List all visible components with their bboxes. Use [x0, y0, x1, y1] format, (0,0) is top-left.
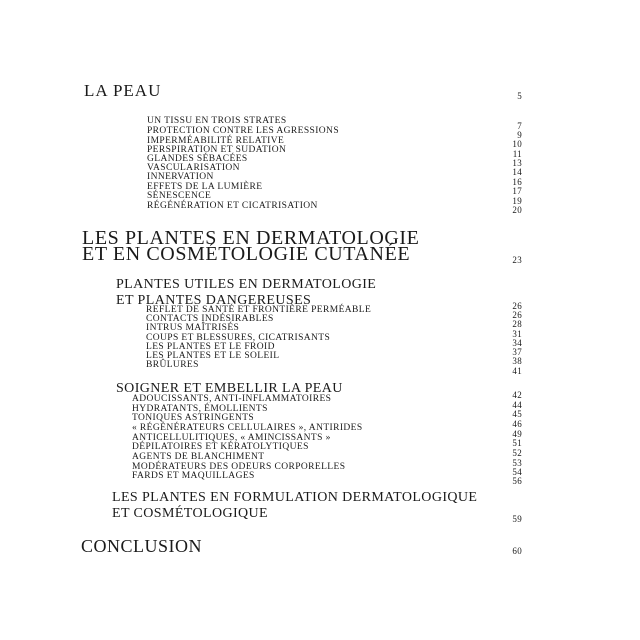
toc-entry-label: AGENTS DE BLANCHIMENT: [132, 452, 265, 462]
toc-entry-page: 38: [512, 356, 522, 366]
toc-entry-label: CONTACTS INDÉSIRABLES: [146, 314, 274, 324]
toc-entry-label: INTRUS MAÎTRISÉS: [146, 323, 240, 333]
subsection-title-formulation-line2: ET COSMÉTOLOGIQUE: [112, 506, 269, 521]
toc-entry-page: 26: [512, 301, 522, 311]
toc-entry-label: VASCULARISATION: [147, 163, 240, 173]
toc-entry-page: 53: [512, 458, 522, 468]
toc-entry-label: HYDRATANTS, ÉMOLLIENTS: [132, 404, 268, 414]
toc-entry-label: GLANDES SÉBACÉES: [147, 154, 248, 164]
toc-entry-label: TONIQUES ASTRINGENTS: [132, 413, 255, 423]
toc-entry-label: BRÛLURES: [146, 360, 199, 370]
toc-entry-page: 26: [512, 310, 522, 320]
toc-entry-page: 13: [512, 158, 522, 168]
toc-entry-label: RÉGÉNÉRATION ET CICATRISATION: [147, 201, 318, 211]
section-title-la-peau: LA PEAU: [84, 81, 162, 100]
section-title-les-plantes-line2: ET EN COSMÉTOLOGIE CUTANÉE: [82, 243, 411, 265]
toc-entry-page: 31: [512, 329, 522, 339]
toc-entry-label: REFLET DE SANTÉ ET FRONTIÈRE PERMÉABLE: [146, 305, 372, 315]
toc-entry-page: 17: [512, 186, 522, 196]
toc-entry-label: LES PLANTES ET LE SOLEIL: [146, 351, 280, 361]
toc-entry-label: MODÉRATEURS DES ODEURS CORPORELLES: [132, 462, 346, 472]
toc-entry-page: 51: [512, 438, 522, 448]
toc-entry-label: FARDS ET MAQUILLAGES: [132, 471, 255, 481]
section-title-les-plantes-line1: LES PLANTES EN DERMATOLOGIE: [82, 227, 420, 249]
toc-entry-label: COUPS ET BLESSURES, CICATRISANTS: [146, 333, 331, 343]
toc-entry-page: 20: [512, 205, 522, 215]
subsection-title-formulation-line1: LES PLANTES EN FORMULATION DERMATOLOGIQUE: [112, 490, 478, 505]
toc-entry-label: ANTICELLULITIQUES, « AMINCISSANTS »: [132, 433, 331, 443]
toc-entry-label: PERSPIRATION ET SUDATION: [147, 145, 287, 155]
toc-entry-label: « RÉGÉNÉRATEURS CELLULAIRES », ANTIRIDES: [132, 423, 363, 433]
section-title-conclusion: CONCLUSION: [81, 536, 203, 556]
section-page-les-plantes: 23: [512, 255, 522, 265]
toc-entry-page: 49: [512, 429, 522, 439]
toc-entry-page: 52: [512, 448, 522, 458]
toc-entry-page: 44: [512, 400, 522, 410]
toc-entry-page: 9: [517, 130, 522, 140]
toc-entry-label: EFFETS DE LA LUMIÈRE: [147, 182, 263, 192]
toc-entry-page: 14: [512, 167, 522, 177]
toc-entry-label: LES PLANTES ET LE FROID: [146, 342, 275, 352]
toc-entry-page: 34: [512, 338, 522, 348]
section-page-conclusion: 60: [512, 546, 522, 556]
toc-entry-label: PROTECTION CONTRE LES AGRESSIONS: [147, 126, 339, 136]
subsection-title-plantes-utiles-line1: PLANTES UTILES EN DERMATOLOGIE: [116, 277, 377, 292]
toc-entry-page: 41: [512, 366, 522, 376]
toc-entry-page: 45: [512, 409, 522, 419]
toc-entry-page: 7: [517, 121, 522, 131]
toc-entry-page: 11: [512, 149, 522, 159]
toc-entry-page: 54: [512, 467, 522, 477]
toc-entry-page: 56: [512, 476, 522, 486]
toc-entry-label: IMPERMÉABILITÉ RELATIVE: [147, 136, 285, 146]
toc-entry-label: SÉNESCENCE: [147, 191, 212, 201]
toc-entry-label: UN TISSU EN TROIS STRATES: [147, 116, 287, 126]
toc-entry-label: INNERVATION: [147, 172, 214, 182]
toc-entry-page: 46: [512, 419, 522, 429]
subsection-title-plantes-utiles-line2: ET PLANTES DANGEREUSES: [116, 293, 312, 308]
toc-entry-page: 37: [512, 347, 522, 357]
toc-entry-page: 16: [512, 177, 522, 187]
toc-entry-page: 28: [512, 319, 522, 329]
toc-entry-page: 10: [512, 139, 522, 149]
subsection-title-soigner: SOIGNER ET EMBELLIR LA PEAU: [116, 381, 343, 396]
section-page-la-peau: 5: [517, 91, 522, 101]
toc-entry-label: DÉPILATOIRES ET KÉRATOLYTIQUES: [132, 442, 309, 452]
subsection-page-formulation: 59: [512, 514, 522, 524]
toc-entry-page: 19: [512, 196, 522, 206]
toc-entry-label: ADOUCISSANTS, ANTI-INFLAMMATOIRES: [132, 394, 332, 404]
toc-entry-page: 42: [512, 390, 522, 400]
